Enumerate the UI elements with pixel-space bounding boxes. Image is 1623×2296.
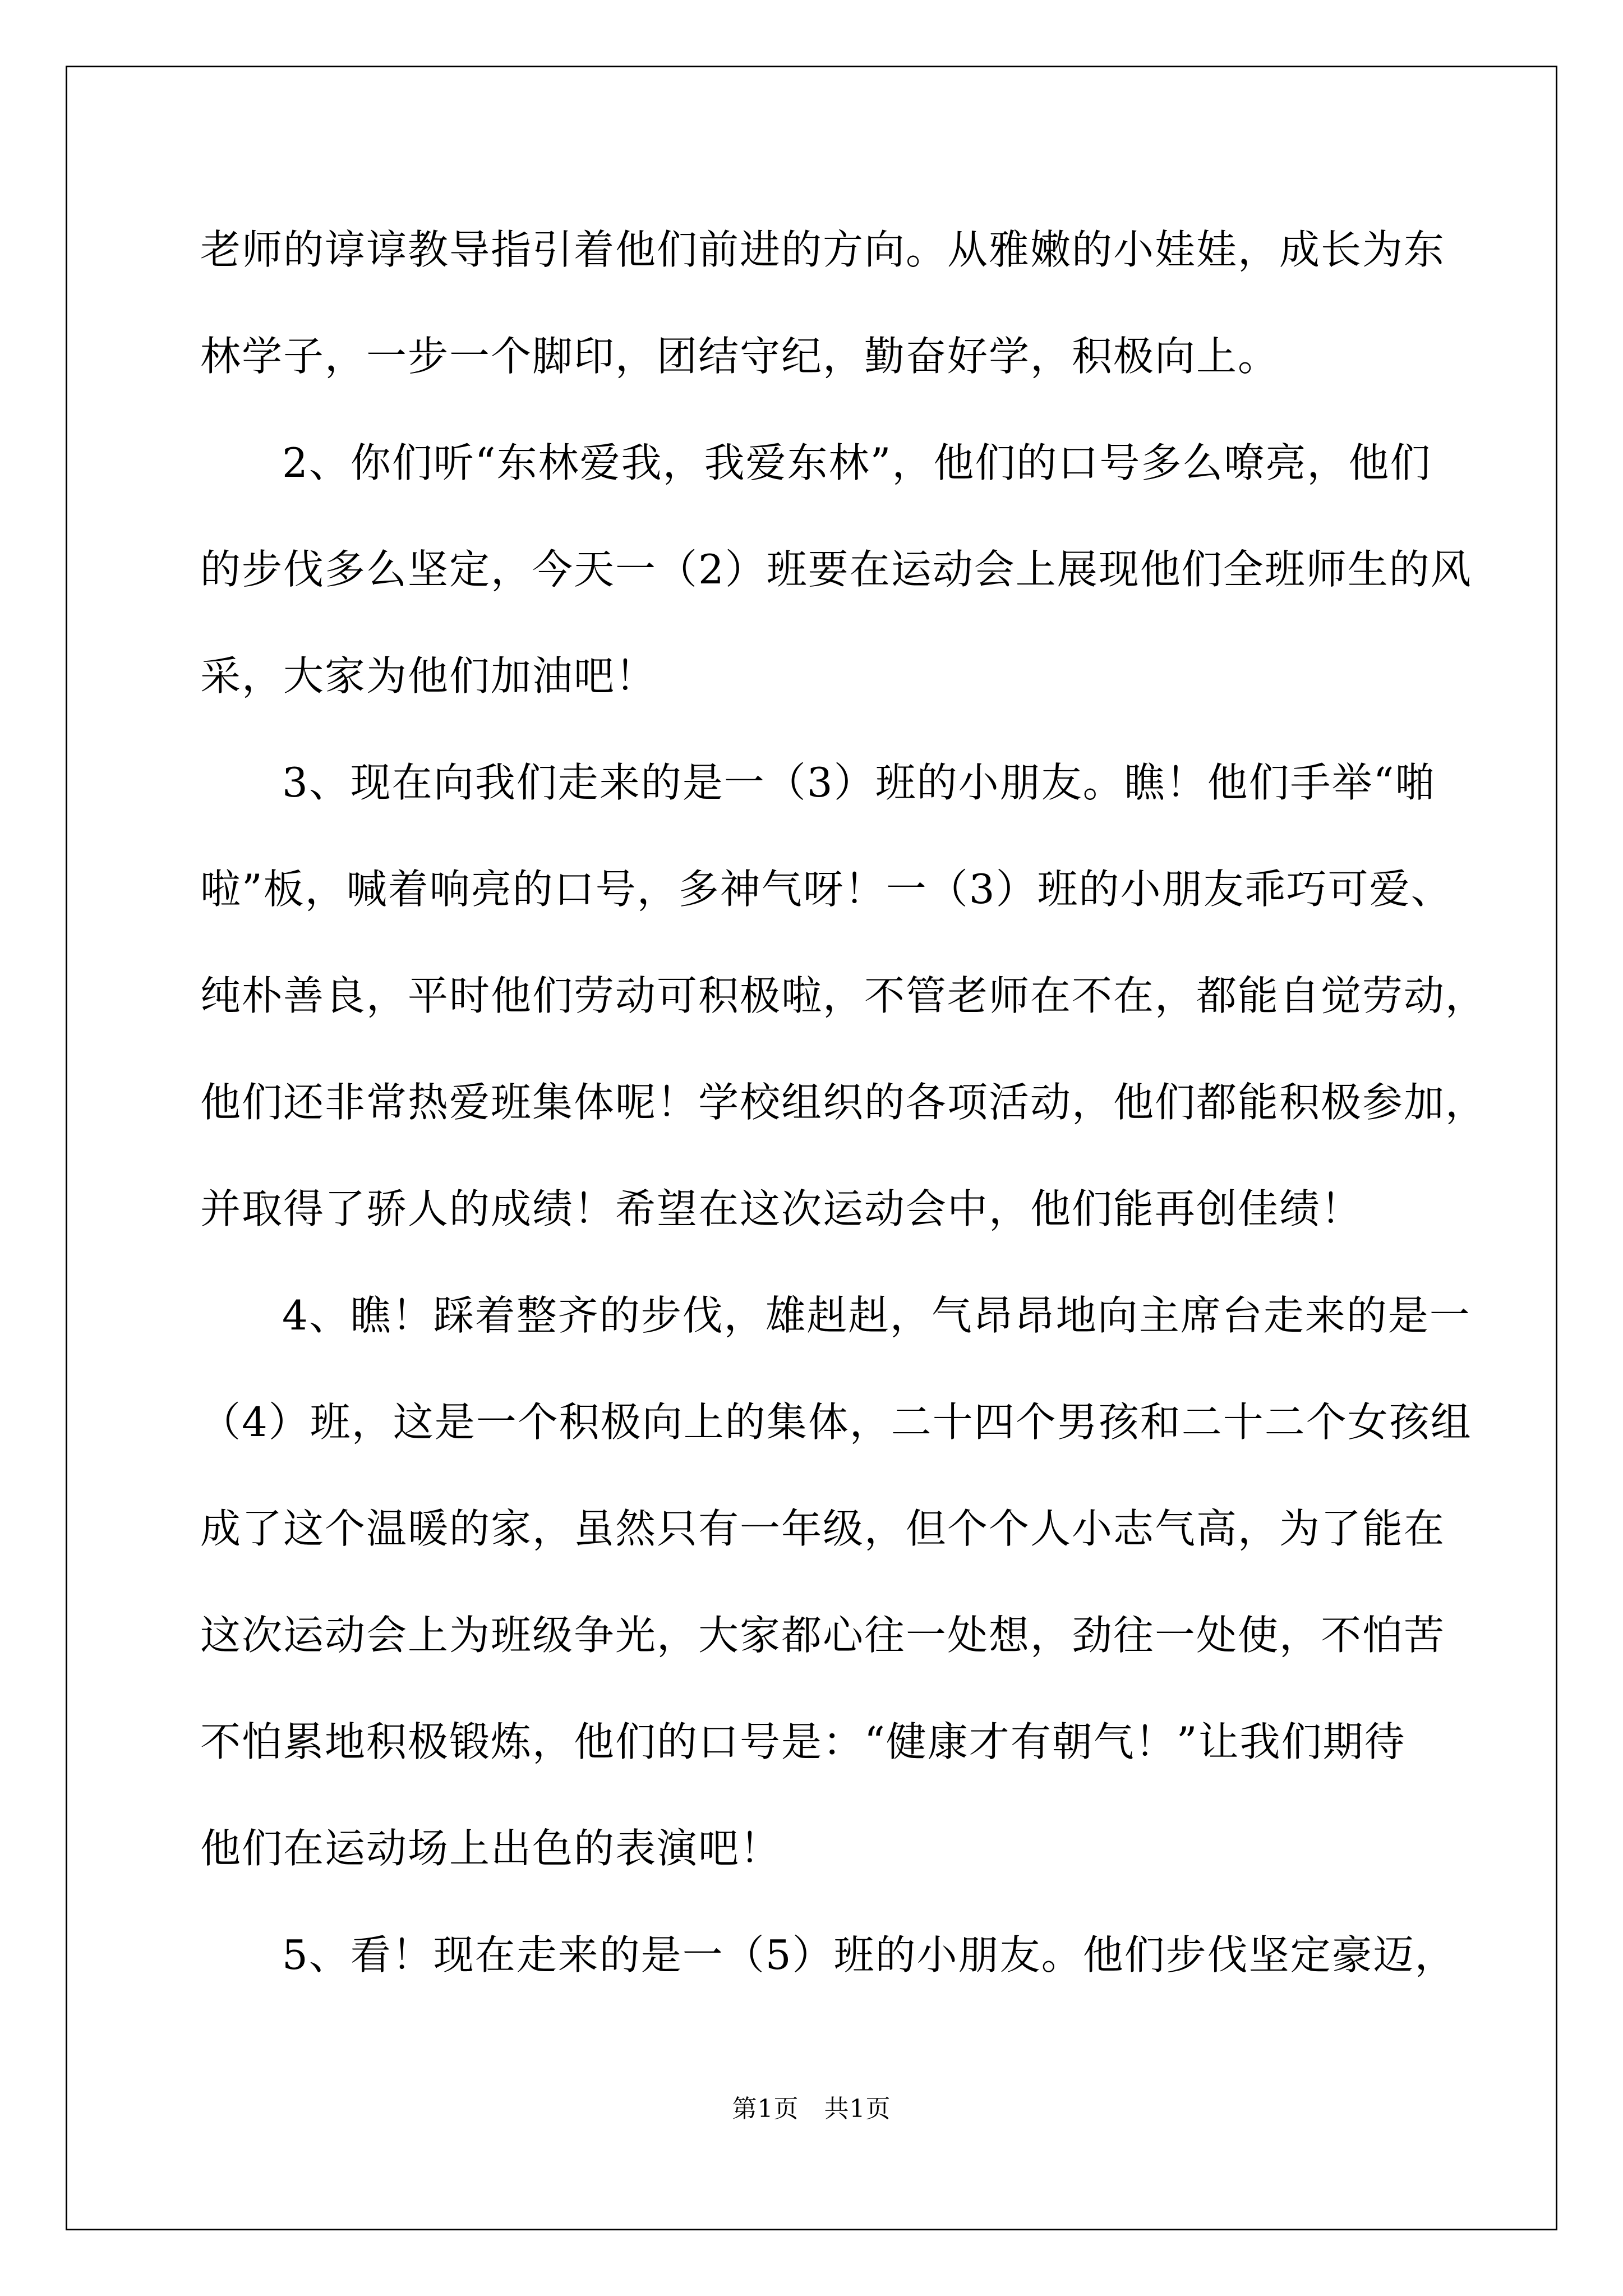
text-line-15: 不怕累地积极锻炼，他们的口号是：“健康才有朝气！”让我们期待 bbox=[200, 1718, 1406, 1765]
text-line-11: 4、瞧！踩着整齐的步伐，雄赳赳，气昂昂地向主席台走来的是一 bbox=[282, 1292, 1471, 1339]
text-block bbox=[200, 196, 1487, 2008]
text-line-17: 5、看！现在走来的是一（5）班的小朋友。他们步伐坚定豪迈， bbox=[282, 1931, 1456, 1978]
text-line-6: 3、现在向我们走来的是一（3）班的小朋友。瞧！他们手举“啪 bbox=[282, 759, 1437, 806]
text-line-9: 他们还非常热爱班集体呢！学校组织的各项活动，他们都能积极参加， bbox=[200, 1079, 1487, 1126]
text-line-3: 2、你们听“东林爱我，我爱东林”，他们的口号多么嘹亮，他们 bbox=[282, 439, 1432, 486]
text-line-12: （4）班，这是一个积极向上的集体，二十四个男孩和二十二个女孩组 bbox=[200, 1398, 1472, 1446]
text-line-2: 林学子，一步一个脚印，团结守纪，勤奋好学，积极向上。 bbox=[200, 333, 1280, 380]
text-line-10: 并取得了骄人的成绩！希望在这次运动会中，他们能再创佳绩！ bbox=[200, 1185, 1363, 1232]
text-line-5: 采，大家为他们加油吧！ bbox=[200, 652, 657, 700]
page-number-label: 第1页 共1页 bbox=[732, 2095, 891, 2123]
text-line-7: 啦”板，喊着响亮的口号，多神气呀！一（3）班的小朋友乖巧可爱、 bbox=[200, 866, 1453, 913]
text-line-13: 成了这个温暖的家，虽然只有一年级，但个个人小志气高，为了能在 bbox=[200, 1505, 1446, 1552]
document-body bbox=[200, 196, 1487, 2008]
page-footer bbox=[0, 2092, 1623, 2126]
text-line-8: 纯朴善良，平时他们劳动可积极啦，不管老师在不在，都能自觉劳动， bbox=[200, 972, 1487, 1019]
text-line-16: 他们在运动场上出色的表演吧！ bbox=[200, 1825, 782, 1872]
text-line-14: 这次运动会上为班级争光，大家都心往一处想，劲往一处使，不怕苦 bbox=[200, 1612, 1446, 1659]
text-line-4: 的步伐多么坚定，今天一（2）班要在运动会上展现他们全班师生的风 bbox=[200, 546, 1472, 593]
text-line-1: 老师的谆谆教导指引着他们前进的方向。从雅嫩的小娃娃，成长为东 bbox=[200, 226, 1446, 273]
